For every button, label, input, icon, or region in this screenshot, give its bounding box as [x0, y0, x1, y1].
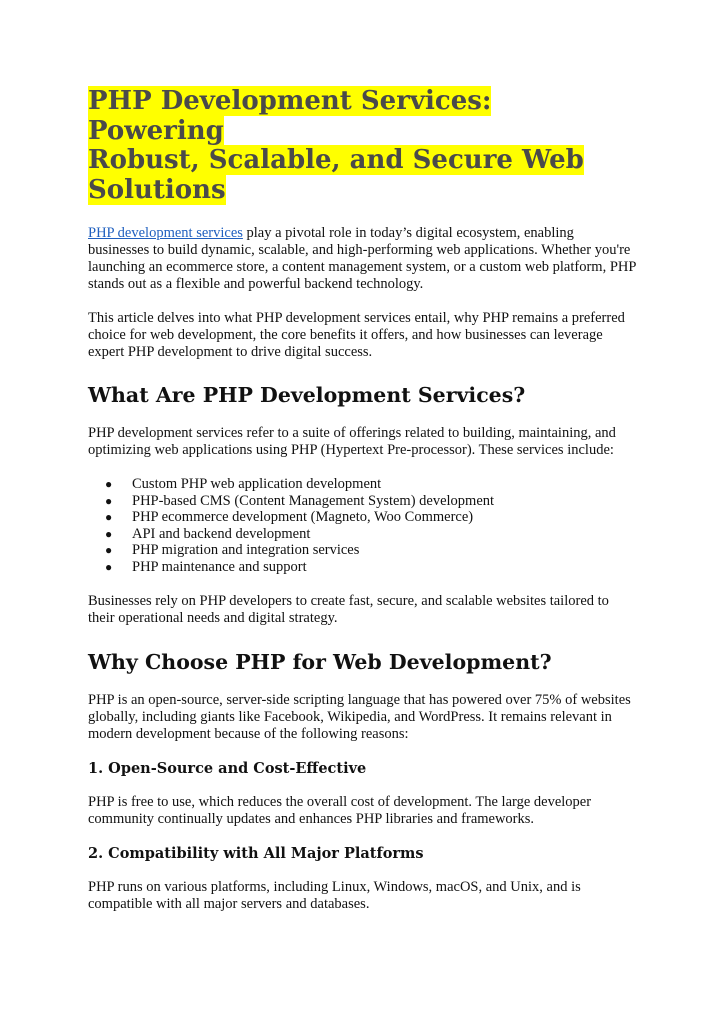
- bullet-icon: ●: [105, 477, 113, 491]
- section2-paragraph: PHP is an open-source, server-side scripting language that has powered over 75% of websites globally, including giants like Facebook, Wikipedia, and WordPress. It remains relevant in modern development because of the following reasons:: [88, 691, 631, 742]
- bullet-icon: ●: [105, 510, 113, 525]
- bullet-icon: ●: [105, 543, 113, 558]
- intro-paragraph-2: This article delves into what PHP development services entail, why PHP remains a preferred choice for web development, the core benefits it offers, and how businesses can leverage expert PHP development to drive digital success.: [88, 310, 625, 360]
- intro-text: play a pivotal role in today’s digital ecosystem, enabling businesses to build dynamic, scalable, and high-performing web applications. Whether you're launching an ecommerce store, a content management system, or a custom web platform, PHP stands out as a flexible and powerful backend technology.: [88, 225, 636, 292]
- compatibility-paragraph: PHP runs on various platforms, including Linux, Windows, macOS, and Unix, and is compatible with all major servers and databases.: [88, 878, 581, 912]
- list-item: ● PHP-based CMS (Content Management System) development: [105, 492, 495, 509]
- title-line-1: PHP Development Services: Powering: [88, 86, 492, 146]
- bullet-icon: ●: [105, 526, 113, 541]
- subheading-compatibility: 2. Compatibility with All Major Platforms: [88, 844, 424, 862]
- list-item: ● PHP ecommerce development (Magneto, Woo Commerce): [105, 509, 474, 526]
- title-line-2: Robust, Scalable, and Secure Web: [88, 145, 584, 175]
- bullet-icon: ●: [105, 559, 113, 574]
- list-item: ● PHP maintenance and support: [105, 558, 307, 575]
- page-title: [88, 87, 628, 205]
- section1-paragraph: PHP development services refer to a suite of offerings related to building, maintaining, and optimizing web applications using PHP (Hypertext Pre-processor). These services include:: [88, 425, 616, 458]
- section1-closing-paragraph: Businesses rely on PHP developers to create fast, secure, and scalable websites tailored to their operational needs and digital strategy.: [88, 592, 609, 626]
- list-item: ● Custom PHP web application development: [105, 476, 382, 492]
- bullet-icon: ●: [105, 493, 113, 508]
- section-heading-what-are: What Are PHP Development Services?: [88, 383, 526, 407]
- list-item: ● API and backend development: [105, 525, 311, 542]
- intro-paragraph: [88, 225, 638, 293]
- list-item: ● PHP migration and integration services: [105, 542, 360, 559]
- php-development-services-link[interactable]: PHP development services: [88, 225, 243, 241]
- open-source-paragraph: PHP is free to use, which reduces the overall cost of development. The large developer community continually updates and enhances PHP libraries and frameworks.: [88, 793, 592, 827]
- services-list: [88, 476, 719, 576]
- title-line-3: Solutions: [88, 174, 226, 205]
- subheading-open-source: 1. Open-Source and Cost-Effective: [88, 759, 367, 777]
- section-heading-why-choose: Why Choose PHP for Web Development?: [88, 649, 552, 674]
